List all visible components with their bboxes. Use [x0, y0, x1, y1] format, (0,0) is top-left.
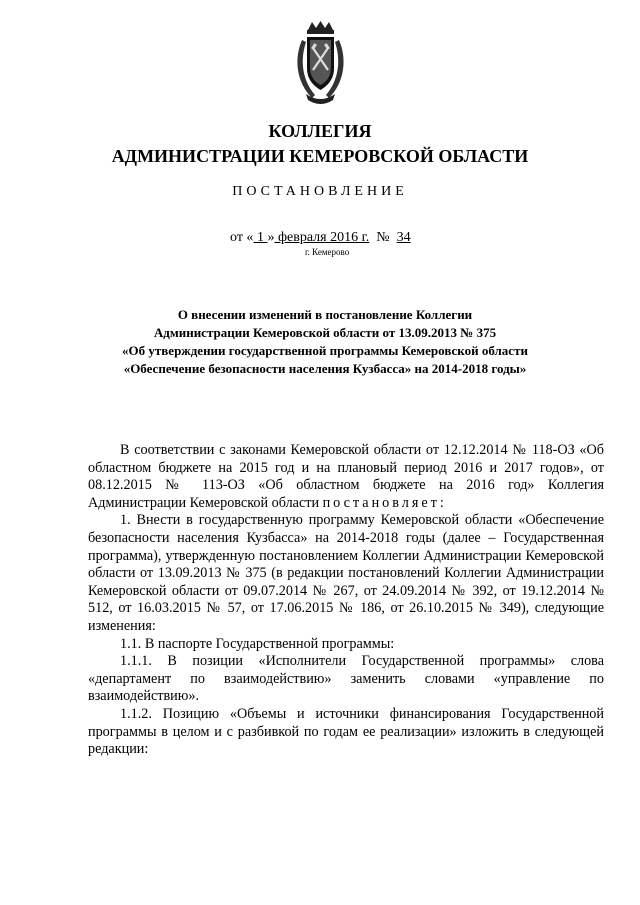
date-mid: » — [267, 230, 275, 245]
title-line1: О внесении изменений в постановление Коллегии — [177, 307, 473, 322]
paragraph-item-1-1: 1.1. В паспорте Государственной программы: — [120, 635, 395, 652]
coat-of-arms-emblem — [292, 20, 349, 105]
date-number-line — [230, 230, 411, 246]
paragraph-preamble — [88, 442, 604, 512]
title-line3: «Об утверждении государственной программы Кемеровской области — [122, 343, 528, 358]
document-body — [88, 442, 604, 759]
document-number: 34 — [396, 230, 411, 245]
title-line4: «Обеспечение безопасности населения Кузбасса» на 2014-2018 годы» — [123, 361, 527, 376]
org-title-line2: АДМИНИСТРАЦИИ КЕМЕРОВСКОЙ ОБЛАСТИ — [111, 146, 529, 166]
date-prefix: от « — [230, 230, 254, 245]
date-month-year: февраля 2016 г. — [274, 230, 370, 245]
document-title — [60, 306, 590, 378]
decree-word: постановляет: — [322, 494, 447, 511]
preamble-text: В соответствии с законами Кемеровской области от 12.12.2014 № 118-ОЗ «Об областном бюджете на 2015 год и на плановый период 2016 и 2017 годов», от 08.12.2015 № 113-ОЗ «Об областном бюджете на 2016 год» Коллегия Администрации Кемеровской области — [88, 442, 604, 511]
document-type: ПОСТАНОВЛЕНИЕ — [232, 184, 408, 199]
paragraph-item-1: 1. Внести в государственную программу Кемеровской области «Обеспечение безопасности населения Кузбасса» на 2014-2018 годы (далее – Государственная программа), утвержденную постановлением Коллегии Администрации Кемеровской области от 13.09.2013 № 375 (в редакции постановлений Коллегии Администрации Кемеровской области от 09.07.2014 № 267, от 24.09.2014 № 392, от 19.12.2014 № 512, от 16.03.2015 № 57, от 17.06.2015 № 186, от 26.10.2015 № 349), следующие изменения: — [88, 512, 604, 634]
title-line2: Администрации Кемеровской области от 13.09.2013 № 375 — [153, 325, 497, 340]
org-title-line1: КОЛЛЕГИЯ — [268, 121, 372, 141]
paragraph-item-1-1-1: 1.1.1. В позиции «Исполнители Государственной программы» слова «департамент по взаимодействию» заменить словами «управление по взаимодействию». — [88, 653, 604, 705]
city: г. Кемерово — [305, 247, 350, 257]
number-sign: № — [376, 230, 390, 245]
paragraph-item-1-1-2: 1.1.2. Позицию «Объемы и источники финансирования Государственной программы в целом и с разбивкой по годам ее реализации» изложить в следующей редакции: — [88, 705, 604, 758]
date-day: 1 — [253, 230, 268, 245]
